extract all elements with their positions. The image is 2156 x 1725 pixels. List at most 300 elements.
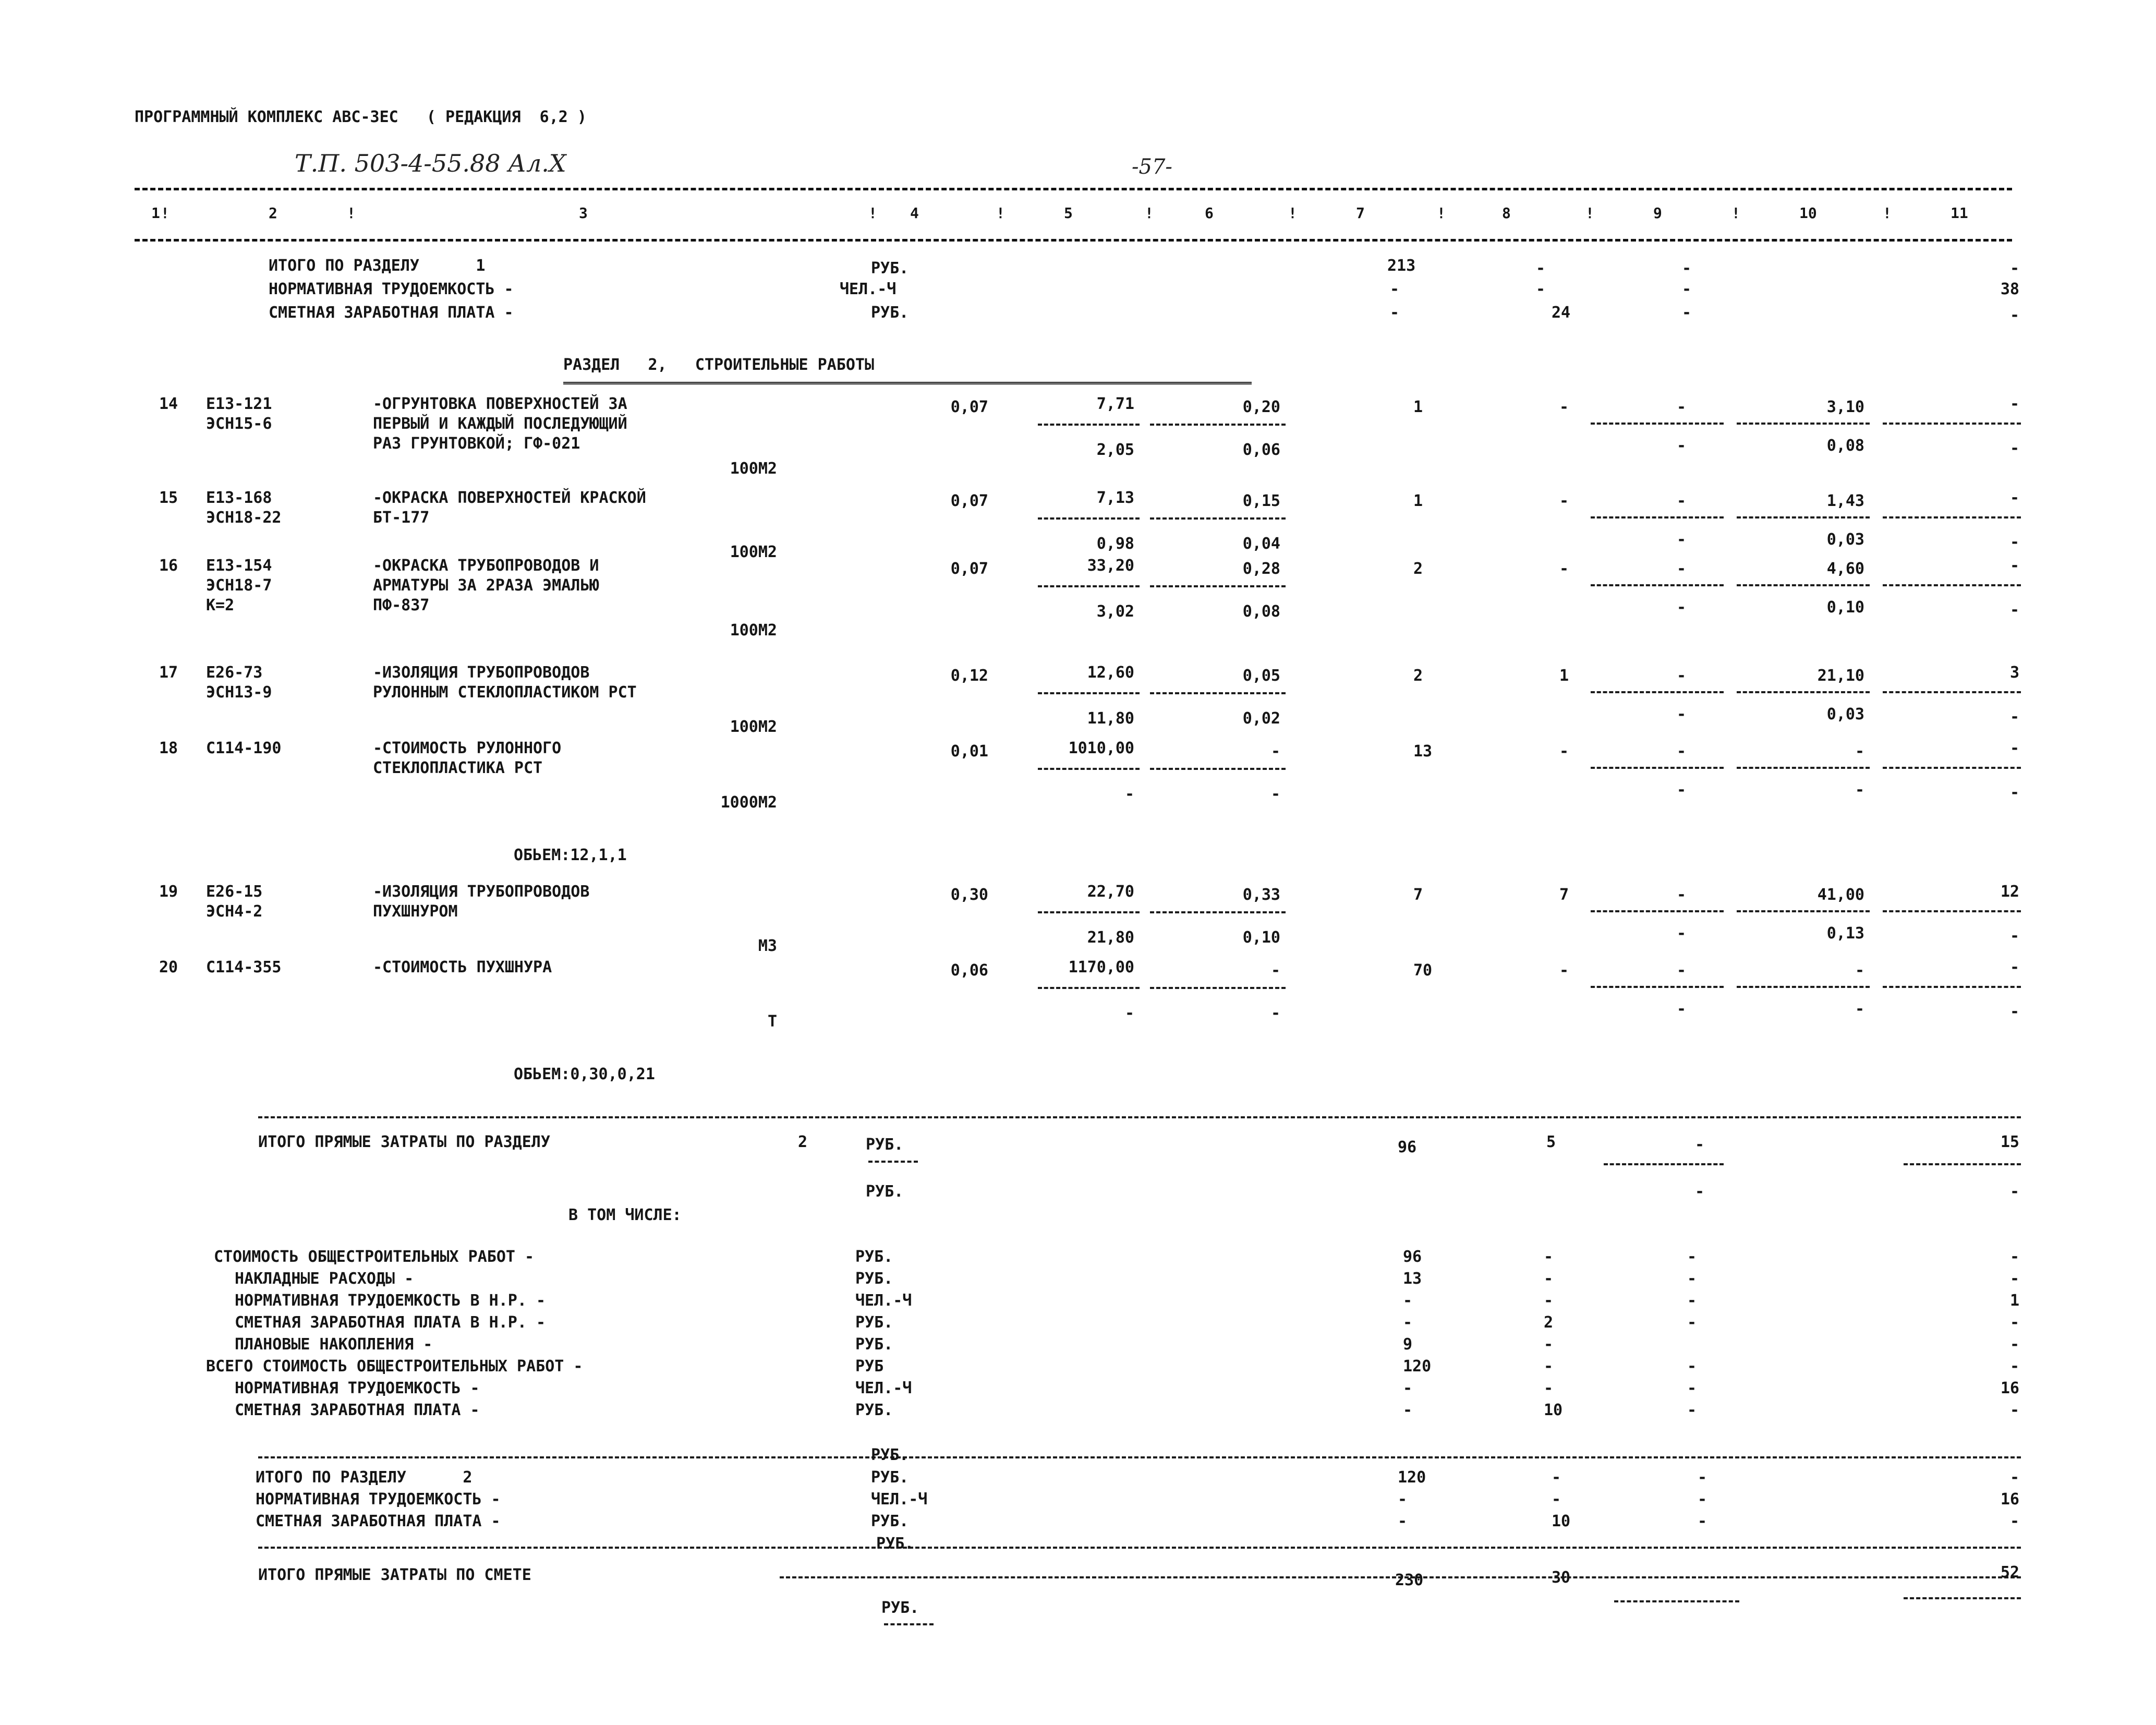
unit-cost-total: 7,71 [1096, 395, 1134, 413]
col10-lower: - [1855, 1000, 1864, 1018]
col6-divider [1150, 911, 1286, 913]
breakdown-col9: - [1687, 1401, 1697, 1419]
unit-cost-total: 33,20 [1087, 557, 1134, 575]
col9-upper: - [1677, 492, 1687, 510]
unit-labor-total: 0,15 [1242, 492, 1280, 510]
work-description: ПЕРВЫЙ И КАЖДЫЙ ПОСЛЕДУЮЩИЙ [373, 415, 627, 433]
rate-code: Е26-73 [206, 664, 263, 682]
unit-of-measure: 100М2 [730, 543, 777, 561]
volume-note: ОБЬЕМ:0,30,0,21 [514, 1065, 655, 1083]
breakdown-col7: - [1403, 1401, 1413, 1419]
col11-upper: 12 [2000, 883, 2019, 901]
breakdown-col11: 1 [2009, 1292, 2019, 1310]
col11-lower: - [2009, 601, 2019, 619]
col-header: 5 [1064, 204, 1073, 222]
col10-lower: 0,03 [1826, 705, 1864, 723]
rate-code: Е26-15 [206, 883, 263, 901]
direct-costs-col11-rule [1904, 1163, 2021, 1165]
col5-divider [1038, 692, 1140, 694]
rate-code: С114-190 [206, 739, 282, 757]
section-totals-col9: - [1698, 1468, 1707, 1487]
col9-lower: - [1677, 598, 1687, 617]
totals-col7: 213 [1387, 257, 1416, 275]
total-wages: - [1559, 492, 1569, 510]
breakdown-label: СМЕТНАЯ ЗАРАБОТНАЯ ПЛАТА - [235, 1401, 480, 1419]
breakdown-col9: - [1687, 1270, 1697, 1288]
direct-costs-unit: РУБ. [866, 1136, 904, 1154]
breakdown-unit: РУБ. [855, 1401, 893, 1419]
breakdown-col7: - [1403, 1313, 1413, 1332]
col9-divider [1591, 986, 1724, 988]
col-header: 7 [1356, 204, 1365, 222]
totals-col8: - [1536, 259, 1546, 278]
breakdown-label: СТОИМОСТЬ ОБЩЕСТРОИТЕЛЬНЫХ РАБОТ - [214, 1248, 535, 1266]
breakdown-col11: - [2009, 1335, 2019, 1354]
total-wages: 1 [1559, 667, 1569, 685]
section-totals-col9: - [1698, 1490, 1707, 1509]
totals-label: СМЕТНАЯ ЗАРАБОТНАЯ ПЛАТА - [269, 304, 514, 322]
unit-cost-total: 12,60 [1087, 664, 1134, 682]
breakdown-col8: - [1544, 1248, 1554, 1266]
totals-col9: - [1682, 259, 1692, 278]
unit-labor-wages: 0,08 [1242, 602, 1280, 621]
total-wages: - [1559, 742, 1569, 761]
breakdown-col8: 10 [1544, 1401, 1563, 1419]
estimate-total-label: ИТОГО ПРЯМЫЕ ЗАТРАТЫ ПО СМЕТЕ [258, 1566, 531, 1584]
row-number: 14 [159, 395, 178, 413]
col-header: 10 [1799, 204, 1817, 222]
direct-costs-col7: 96 [1398, 1138, 1417, 1156]
section-totals-col11: - [2009, 1468, 2019, 1487]
breakdown-col7: 96 [1403, 1248, 1422, 1266]
work-description: -ИЗОЛЯЦИЯ ТРУБОПРОВОДОВ [373, 883, 590, 901]
col11-lower: - [2009, 439, 2019, 457]
direct-costs-top-rule [258, 1116, 2021, 1118]
work-description: -СТОИМОСТЬ РУЛОННОГО [373, 739, 562, 757]
section-totals-bottom-rule [258, 1547, 2021, 1549]
unit-cost-wages: - [1124, 785, 1134, 803]
col6-divider [1150, 517, 1286, 520]
col10-upper: - [1855, 742, 1864, 761]
totals-col11: - [2009, 259, 2019, 278]
direct-costs-section: 2 [798, 1133, 808, 1151]
col11-lower: - [2009, 708, 2019, 726]
unit-of-measure: 100М2 [730, 718, 777, 736]
col-header: 11 [1951, 204, 1968, 222]
estimate-total-unit: РУБ. [881, 1599, 919, 1617]
col-header: 2 [269, 204, 277, 222]
col-separator: ! [1731, 204, 1740, 222]
row-number: 17 [159, 664, 178, 682]
breakdown-col7: 120 [1403, 1357, 1432, 1376]
col10-lower: 0,13 [1826, 924, 1864, 943]
col10-lower: 0,10 [1826, 598, 1864, 617]
row-number: 16 [159, 557, 178, 575]
col11-upper: 3 [2009, 664, 2019, 682]
breakdown-unit: РУБ. [855, 1270, 893, 1288]
estimate-total-col9-rule [1614, 1600, 1739, 1602]
total-cost: 7 [1413, 886, 1423, 904]
estimate-total-col11-rule [1904, 1597, 2021, 1599]
resource-code: ЭСН18-22 [206, 509, 282, 527]
totals-col9: - [1682, 304, 1692, 322]
totals-col7: - [1390, 304, 1400, 322]
work-description: -ОГРУНТОВКА ПОВЕРХНОСТЕЙ ЗА [373, 395, 627, 413]
col9-lower: - [1677, 530, 1687, 549]
section-totals-unit: РУБ. [871, 1512, 909, 1530]
section-totals-col7: 120 [1398, 1468, 1426, 1487]
breakdown-col11: - [2009, 1401, 2019, 1419]
col11-lower: - [2009, 783, 2019, 802]
totals-label: НОРМАТИВНАЯ ТРУДОЕМКОСТЬ - [269, 280, 514, 298]
col5-divider [1038, 911, 1140, 913]
quantity: 0,07 [950, 398, 988, 416]
breakdown-bottom-rule [258, 1456, 2021, 1458]
quantity: 0,12 [950, 667, 988, 685]
col-separator: ! [996, 204, 1005, 222]
col9-upper: - [1677, 398, 1687, 416]
quantity: 0,30 [950, 886, 988, 904]
total-cost: 70 [1413, 961, 1433, 980]
work-description: -ИЗОЛЯЦИЯ ТРУБОПРОВОДОВ [373, 664, 590, 682]
col11-divider [1883, 584, 2021, 586]
estimate-total-unit-rule [884, 1623, 934, 1625]
col9-upper: - [1677, 961, 1687, 980]
unit-labor-total: 0,05 [1242, 667, 1280, 685]
col9-divider [1591, 423, 1724, 425]
breakdown-unit: ЧЕЛ.-Ч [855, 1292, 912, 1310]
unit-of-measure: 100М2 [730, 621, 777, 640]
breakdown-label: НОРМАТИВНАЯ ТРУДОЕМКОСТЬ - [235, 1379, 480, 1397]
totals-col9: - [1682, 280, 1692, 298]
col11-divider [1883, 910, 2021, 912]
table-top-rule [135, 188, 2012, 190]
col-header: 3 [579, 204, 588, 222]
breakdown-unit: РУБ. [855, 1335, 893, 1354]
col-separator: ! [1437, 204, 1446, 222]
col9-divider [1591, 910, 1724, 912]
rate-code: Е13-154 [206, 557, 272, 575]
direct-costs-col9-rule [1604, 1163, 1724, 1165]
unit-labor-wages: 0,02 [1242, 709, 1280, 728]
totals-unit: ЧЕЛ.-Ч [840, 280, 897, 298]
breakdown-col7: - [1403, 1379, 1413, 1397]
page-number: -57- [1132, 155, 1172, 179]
col10-divider [1737, 767, 1870, 769]
breakdown-col11: 16 [2000, 1379, 2019, 1397]
col6-divider [1150, 692, 1286, 694]
direct-costs-col9: - [1695, 1136, 1705, 1154]
breakdown-col11: - [2009, 1357, 2019, 1376]
row-number: 19 [159, 883, 178, 901]
unit-of-measure: 100М2 [730, 460, 777, 478]
unit-labor-total: 0,33 [1242, 886, 1280, 904]
col9-lower: - [1677, 1000, 1687, 1018]
resource-code: ЭСН4-2 [206, 902, 263, 921]
quantity: 0,07 [950, 560, 988, 578]
unit-cost-wages: 3,02 [1096, 602, 1134, 621]
col-header: 4 [910, 204, 919, 222]
total-wages: - [1559, 560, 1569, 578]
unit-labor-total: - [1270, 742, 1280, 761]
totals-col8: 24 [1552, 304, 1571, 322]
breakdown-col11: - [2009, 1248, 2019, 1266]
breakdown-col9: - [1687, 1292, 1697, 1310]
breakdown-col8: - [1544, 1357, 1554, 1376]
volume-note: ОБЬЕМ:12,1,1 [514, 846, 627, 864]
unit-of-measure: М3 [758, 937, 777, 955]
unit-labor-wages: - [1270, 785, 1280, 803]
breakdown-col9: - [1687, 1248, 1697, 1266]
col9-upper: - [1677, 560, 1687, 578]
direct-costs-col9-b: - [1695, 1183, 1705, 1201]
breakdown-unit: ЧЕЛ.-Ч [855, 1379, 912, 1397]
total-cost: 2 [1413, 560, 1423, 578]
section-totals-col8: - [1552, 1490, 1561, 1509]
col9-lower: - [1677, 781, 1687, 799]
col11-divider [1883, 423, 2021, 425]
direct-costs-unit-rule [868, 1161, 918, 1163]
total-cost: 2 [1413, 667, 1423, 685]
unit-cost-wages: 0,98 [1096, 535, 1134, 553]
totals-label: ИТОГО ПО РАЗДЕЛУ 1 [269, 257, 486, 275]
unit-labor-total: - [1270, 961, 1280, 980]
col9-lower: - [1677, 924, 1687, 943]
section-totals-col11: - [2009, 1512, 2019, 1530]
section-totals-col8: 10 [1552, 1512, 1571, 1530]
col10-divider [1737, 691, 1870, 693]
breakdown-col8: - [1544, 1270, 1554, 1288]
totals-unit: РУБ. [871, 259, 909, 278]
col-separator: ! [1288, 204, 1297, 222]
col11-lower: - [2009, 927, 2019, 945]
work-description: АРМАТУРЫ ЗА 2РАЗА ЭМАЛЬЮ [373, 576, 599, 595]
unit-cost-total: 1170,00 [1068, 958, 1134, 976]
col10-divider [1737, 423, 1870, 425]
col10-upper: 3,10 [1826, 398, 1864, 416]
estimate-total-col8: 30 [1552, 1569, 1571, 1587]
unit-labor-wages: - [1270, 1004, 1280, 1022]
unit-cost-total: 1010,00 [1068, 739, 1134, 757]
direct-costs-label: ИТОГО ПРЯМЫЕ ЗАТРАТЫ ПО РАЗДЕЛУ [258, 1133, 550, 1151]
col-separator: ! [347, 204, 356, 222]
total-wages: - [1559, 398, 1569, 416]
totals-col11: 38 [2000, 280, 2019, 298]
col9-upper: - [1677, 886, 1687, 904]
col6-divider [1150, 768, 1286, 770]
work-description: СТЕКЛОПЛАСТИКА РСТ [373, 759, 543, 777]
col-header: 1 [151, 204, 160, 222]
col11-divider [1883, 691, 2021, 693]
breakdown-label: НОРМАТИВНАЯ ТРУДОЕМКОСТЬ В Н.Р. - [235, 1292, 546, 1310]
breakdown-col9: - [1687, 1357, 1697, 1376]
unit-labor-wages: 0,04 [1242, 535, 1280, 553]
work-description: БТ-177 [373, 509, 430, 527]
breakdown-col7: - [1403, 1292, 1413, 1310]
col-header: 8 [1502, 204, 1511, 222]
resource-code: ЭСН18-7 [206, 576, 272, 595]
col11-divider [1883, 767, 2021, 769]
col9-lower: - [1677, 705, 1687, 723]
unit-labor-total: 0,20 [1242, 398, 1280, 416]
col9-upper: - [1677, 742, 1687, 761]
section-totals-col7: - [1398, 1490, 1408, 1509]
col11-upper: - [2009, 395, 2019, 413]
col10-upper: 41,00 [1817, 886, 1864, 904]
work-description: РУЛОННЫМ СТЕКЛОПЛАСТИКОМ РСТ [373, 683, 637, 702]
col11-divider [1883, 516, 2021, 518]
col10-upper: - [1855, 961, 1864, 980]
col5-divider [1038, 517, 1140, 520]
total-wages: 7 [1559, 886, 1569, 904]
section-totals-unit: ЧЕЛ.-Ч [871, 1490, 928, 1509]
unit-cost-total: 22,70 [1087, 883, 1134, 901]
section-totals-col7: - [1398, 1512, 1408, 1530]
col11-upper: - [2009, 958, 2019, 976]
col5-divider [1038, 987, 1140, 989]
work-description: ПФ-837 [373, 596, 430, 614]
col11-upper: - [2009, 557, 2019, 575]
breakdown-col8: 2 [1544, 1313, 1554, 1332]
section-totals-unit: РУБ. [871, 1468, 909, 1487]
total-cost: 1 [1413, 398, 1423, 416]
col10-lower: - [1855, 781, 1864, 799]
work-description: -СТОИМОСТЬ ПУХШНУРА [373, 958, 552, 976]
breakdown-label: ПЛАНОВЫЕ НАКОПЛЕНИЯ - [235, 1335, 433, 1354]
breakdown-col8: - [1544, 1379, 1554, 1397]
col9-lower: - [1677, 437, 1687, 455]
totals-col7: - [1390, 280, 1400, 298]
breakdown-col7: 9 [1403, 1335, 1413, 1354]
direct-costs-col11: 15 [2000, 1133, 2019, 1151]
total-wages: - [1559, 961, 1569, 980]
col10-upper: 4,60 [1826, 560, 1864, 578]
resource-code: ЭСН15-6 [206, 415, 272, 433]
unit-labor-wages: 0,10 [1242, 928, 1280, 947]
section-title-underline [563, 382, 1252, 384]
quantity: 0,07 [950, 492, 988, 510]
section-totals-col11: 16 [2000, 1490, 2019, 1509]
coefficient: К=2 [206, 596, 235, 614]
col11-lower: - [2009, 1003, 2019, 1021]
col6-divider [1150, 424, 1286, 426]
col5-divider [1038, 768, 1140, 770]
breakdown-col7: 13 [1403, 1270, 1422, 1288]
breakdown-col9: - [1687, 1379, 1697, 1397]
unit-cost-wages: 11,80 [1087, 709, 1134, 728]
quantity: 0,06 [950, 961, 988, 980]
row-number: 18 [159, 739, 178, 757]
direct-costs-col8: 5 [1546, 1133, 1556, 1151]
unit-cost-wages: 21,80 [1087, 928, 1134, 947]
section-totals-last-unit: РУБ. [876, 1535, 914, 1553]
rate-code: Е13-168 [206, 489, 272, 507]
resource-code: ЭСН13-9 [206, 683, 272, 702]
col9-divider [1591, 767, 1724, 769]
program-header: ПРОГРАММНЫЙ КОМПЛЕКС АВС-ЗЕС ( РЕДАКЦИЯ 6,2 ) [135, 108, 587, 126]
col10-upper: 21,10 [1817, 667, 1864, 685]
section-totals-label: СМЕТНАЯ ЗАРАБОТНАЯ ПЛАТА - [256, 1512, 501, 1530]
col-separator: ! [1883, 204, 1892, 222]
breakdown-col11: - [2009, 1270, 2019, 1288]
section-totals-label: НОРМАТИВНАЯ ТРУДОЕМКОСТЬ - [256, 1490, 501, 1509]
unit-cost-wages: - [1124, 1004, 1134, 1022]
unit-cost-wages: 2,05 [1096, 441, 1134, 459]
col11-divider [1883, 986, 2021, 988]
section-totals-col9: - [1698, 1512, 1707, 1530]
estimate-total-col11: 52 [2000, 1563, 2019, 1582]
breakdown-unit: РУБ. [855, 1248, 893, 1266]
col-separator: ! [161, 204, 169, 222]
col-separator: ! [1145, 204, 1154, 222]
total-cost: 13 [1413, 742, 1433, 761]
totals-col11: - [2009, 306, 2019, 324]
col10-divider [1737, 584, 1870, 586]
document-code: Т.П. 503-4-55.88 Ал.Х [295, 149, 566, 177]
section-totals-label: ИТОГО ПО РАЗДЕЛУ 2 [256, 1468, 473, 1487]
col9-divider [1591, 584, 1724, 586]
col-separator: ! [868, 204, 877, 222]
totals-unit: РУБ. [871, 304, 909, 322]
section-totals-col8: - [1552, 1468, 1561, 1487]
col9-upper: - [1677, 667, 1687, 685]
breakdown-label: СМЕТНАЯ ЗАРАБОТНАЯ ПЛАТА В Н.Р. - [235, 1313, 546, 1332]
work-description: ПУХШНУРОМ [373, 902, 458, 921]
unit-of-measure: 1000М2 [720, 793, 777, 812]
col9-divider [1591, 516, 1724, 518]
col6-divider [1150, 585, 1286, 587]
col5-divider [1038, 585, 1140, 587]
col10-lower: 0,08 [1826, 437, 1864, 455]
unit-labor-total: 0,28 [1242, 560, 1280, 578]
estimate-total-col7: 230 [1395, 1571, 1424, 1589]
breakdown-label: НАКЛАДНЫЕ РАСХОДЫ - [235, 1270, 414, 1288]
breakdown-label: ВСЕГО СТОИМОСТЬ ОБЩЕСТРОИТЕЛЬНЫХ РАБОТ - [206, 1357, 583, 1376]
including-label: В ТОМ ЧИСЛЕ: [568, 1206, 682, 1224]
unit-cost-total: 7,13 [1096, 489, 1134, 507]
col9-divider [1591, 691, 1724, 693]
work-description: -ОКРАСКА ТРУБОПРОВОДОВ И [373, 557, 599, 575]
col-header: 6 [1205, 204, 1214, 222]
col11-upper: - [2009, 739, 2019, 757]
quantity: 0,01 [950, 742, 988, 761]
col11-upper: - [2009, 489, 2019, 507]
breakdown-col8: - [1544, 1335, 1554, 1354]
section-title: РАЗДЕЛ 2, СТРОИТЕЛЬНЫЕ РАБОТЫ [563, 356, 875, 374]
unit-of-measure: Т [767, 1012, 777, 1031]
breakdown-unit: РУБ [855, 1357, 884, 1376]
col10-upper: 1,43 [1826, 492, 1864, 510]
breakdown-col8: - [1544, 1292, 1554, 1310]
direct-costs-unit-2: РУБ. [866, 1183, 904, 1201]
direct-costs-col11-b: - [2009, 1183, 2019, 1201]
unit-labor-wages: 0,06 [1242, 441, 1280, 459]
work-description: -ОКРАСКА ПОВЕРХНОСТЕЙ КРАСКОЙ [373, 489, 646, 507]
col11-lower: - [2009, 533, 2019, 551]
breakdown-col11: - [2009, 1313, 2019, 1332]
breakdown-unit: РУБ. [855, 1313, 893, 1332]
total-cost: 1 [1413, 492, 1423, 510]
row-number: 20 [159, 958, 178, 976]
col10-divider [1737, 986, 1870, 988]
col-separator: ! [1585, 204, 1594, 222]
rate-code: Е13-121 [206, 395, 272, 413]
col10-divider [1737, 910, 1870, 912]
table-header-bottom-rule [135, 239, 2012, 242]
col10-lower: 0,03 [1826, 530, 1864, 549]
row-number: 15 [159, 489, 178, 507]
breakdown-col9: - [1687, 1313, 1697, 1332]
